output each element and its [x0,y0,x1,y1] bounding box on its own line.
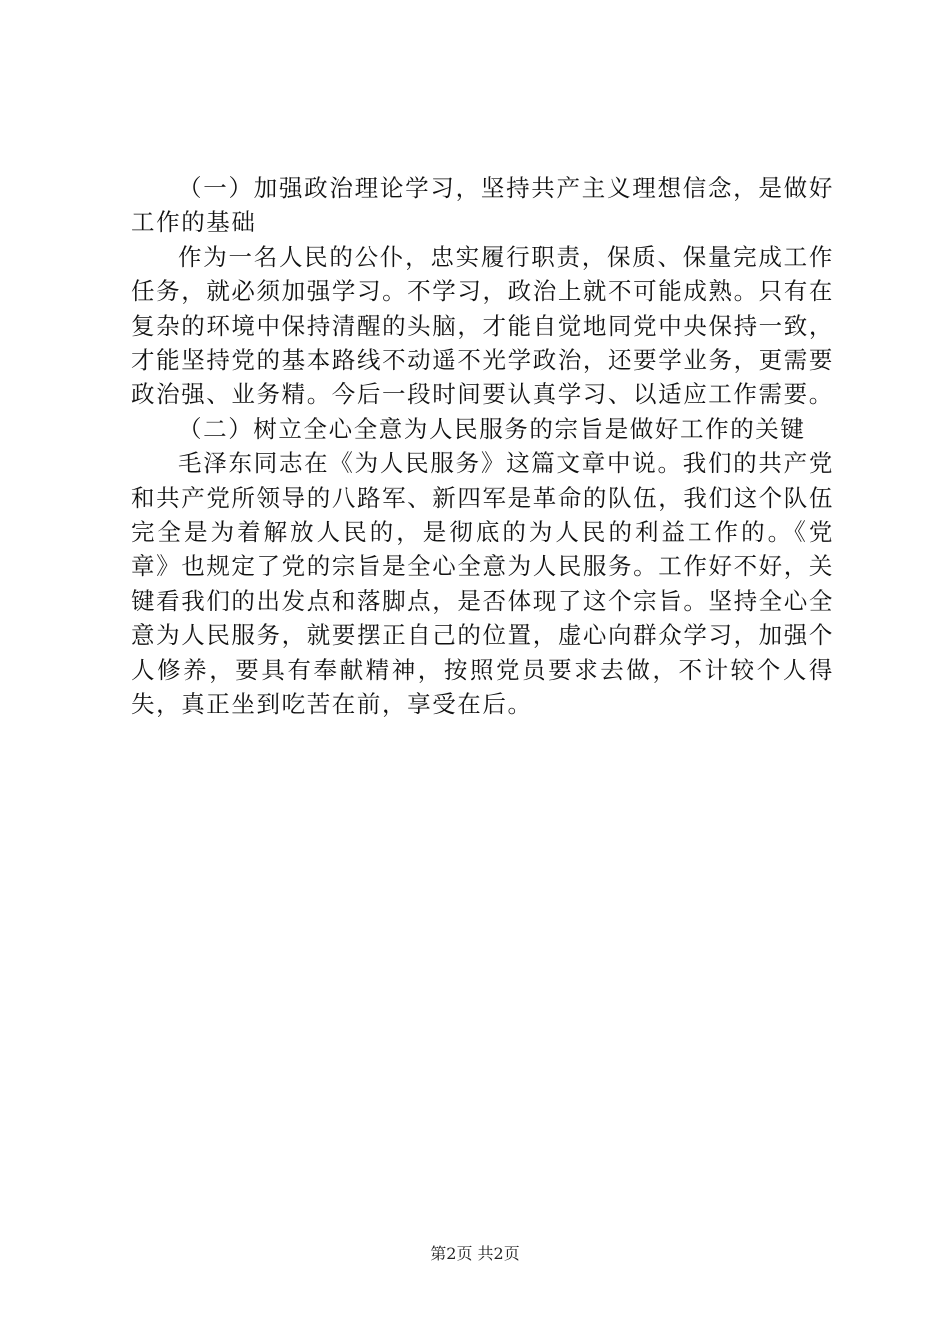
section-heading-2: （二）树立全心全意为人民服务的宗旨是做好工作的关键 [178,414,806,443]
body-paragraph-2: 毛泽东同志在《为人民服务》这篇文章中说。我们的共产党和共产党所领导的八路军、新四军是革命的队伍，我们这个队伍完全是为着解放人民的，是彻底的为人民的利益工作的。《党章》也规定了党的宗旨是全心全意为人民服务。工作好不好，关键看我们的出发点和落脚点，是否体现了这个宗旨。坚持全心全意为人民服务，就要摆正自己的位置，虚心向群众学习，加强个人修养，要具有奉献精神，按照党员要求去做，不计较个人得失，真正坐到吃苦在前，享受在后。 [131,449,834,719]
body-paragraph-1: 作为一名人民的公仆，忠实履行职责，保质、保量完成工作任务，就必须加强学习。不学习，政治上就不可能成熟。只有在复杂的环境中保持清醒的头脑，才能自觉地同党中央保持一致，才能坚持党的基本路线不动遥不光学政治，还要学业务，更需要政治强、业务精。今后一段时间要认真学习、以适应工作需要。 [131,242,834,409]
page-number-footer: 第2页 共2页 [430,1244,520,1263]
section-heading-1: （一）加强政治理论学习，坚持共产主义理想信念，是做好工作的基础 [131,174,834,237]
document-body [131,171,834,722]
